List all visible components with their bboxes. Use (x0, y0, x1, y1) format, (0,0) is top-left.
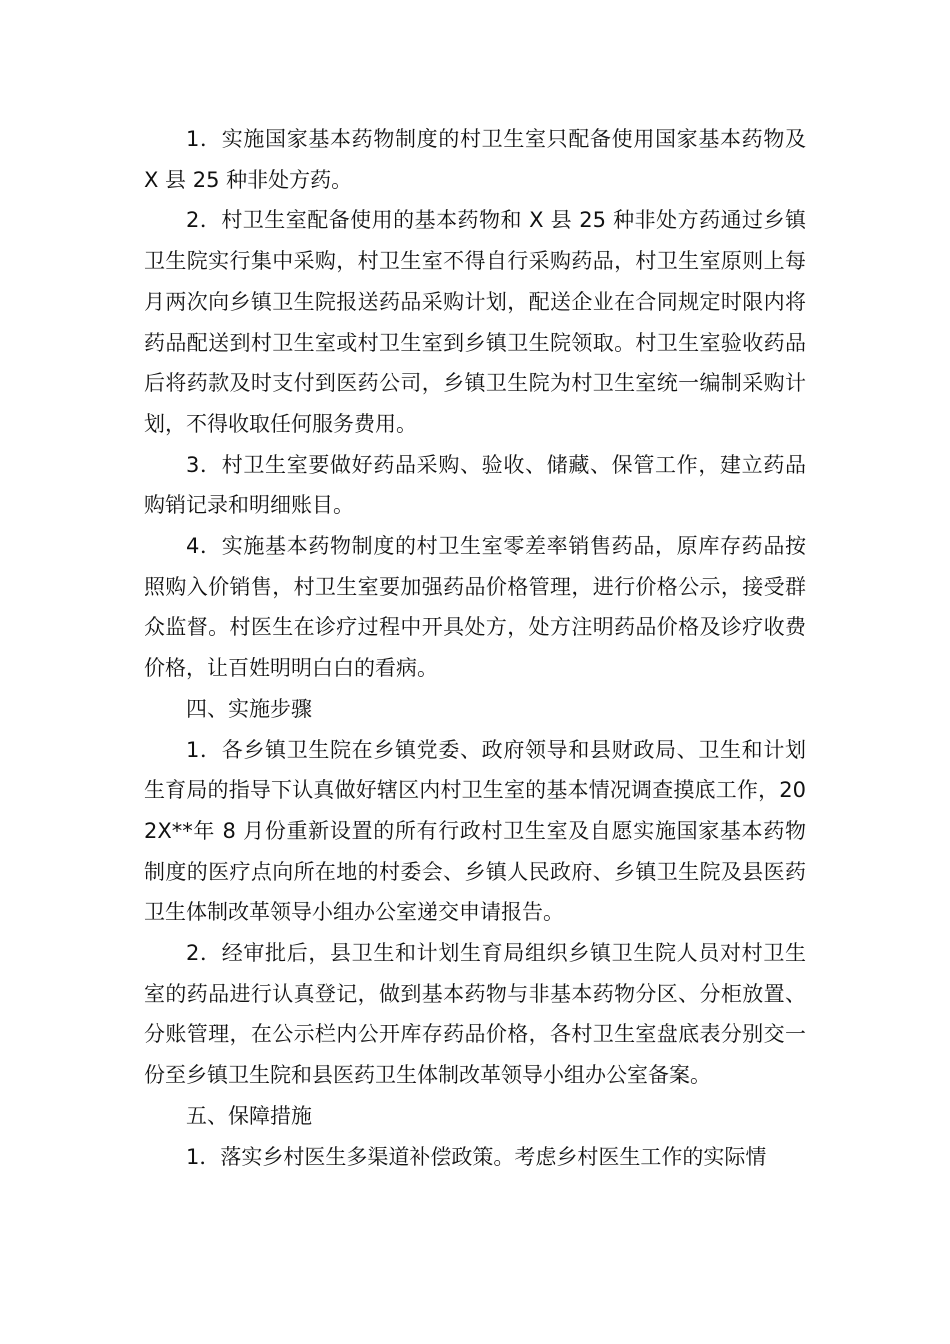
section-heading-implementation-steps: 四、实施步骤 (186, 696, 312, 721)
section-heading-safeguards: 五、保障措施 (186, 1103, 312, 1128)
paragraph-step-1: 1．各乡镇卫生院在乡镇党委、政府领导和县财政局、卫生和计划生育局的指导下认真做好辖区内村卫生室的基本情况调查摸底工作，202X**年 8 月份重新设置的所有行政村卫生室及自愿实施国家基本药物制度的医疗点向所在地的村委会、乡镇人民政府、乡镇卫生院及县医药卫生体制改革领导小组办公室递交申请报告。 (144, 737, 806, 925)
paragraph-step-2: 2．经审批后，县卫生和计划生育局组织乡镇卫生院人员对村卫生室的药品进行认真登记，做到基本药物与非基本药物分区、分柜放置、分账管理，在公示栏内公开库存药品价格，各村卫生室盘底表分别交一份至乡镇卫生院和县医药卫生体制改革领导小组办公室备案。 (144, 941, 806, 1088)
paragraph-safeguard-1: 1．落实乡村医生多渠道补偿政策。考虑乡村医生工作的实际情 (186, 1144, 767, 1169)
paragraph-item-4: 4．实施基本药物制度的村卫生室零差率销售药品，原库存药品按照购入价销售，村卫生室要加强药品价格管理，进行价格公示，接受群众监督。村医生在诊疗过程中开具处方，处方注明药品价格及诊疗收费价格，让百姓明明白白的看病。 (144, 534, 806, 681)
paragraph-item-2: 2．村卫生室配备使用的基本药物和 X 县 25 种非处方药通过乡镇卫生院实行集中采购，村卫生室不得自行采购药品，村卫生室原则上每月两次向乡镇卫生院报送药品采购计划，配送企业在合同规定时限内将药品配送到村卫生室或村卫生室到乡镇卫生院领取。村卫生室验收药品后将药款及时支付到医药公司，乡镇卫生院为村卫生室统一编制采购计划，不得收取任何服务费用。 (144, 208, 806, 436)
paragraph-item-3: 3．村卫生室要做好药品采购、验收、储藏、保管工作，建立药品购销记录和明细账目。 (144, 452, 806, 518)
paragraph-item-1: 1．实施国家基本药物制度的村卫生室只配备使用国家基本药物及 X 县 25 种非处方药。 (144, 127, 806, 192)
document-body (144, 119, 806, 1177)
